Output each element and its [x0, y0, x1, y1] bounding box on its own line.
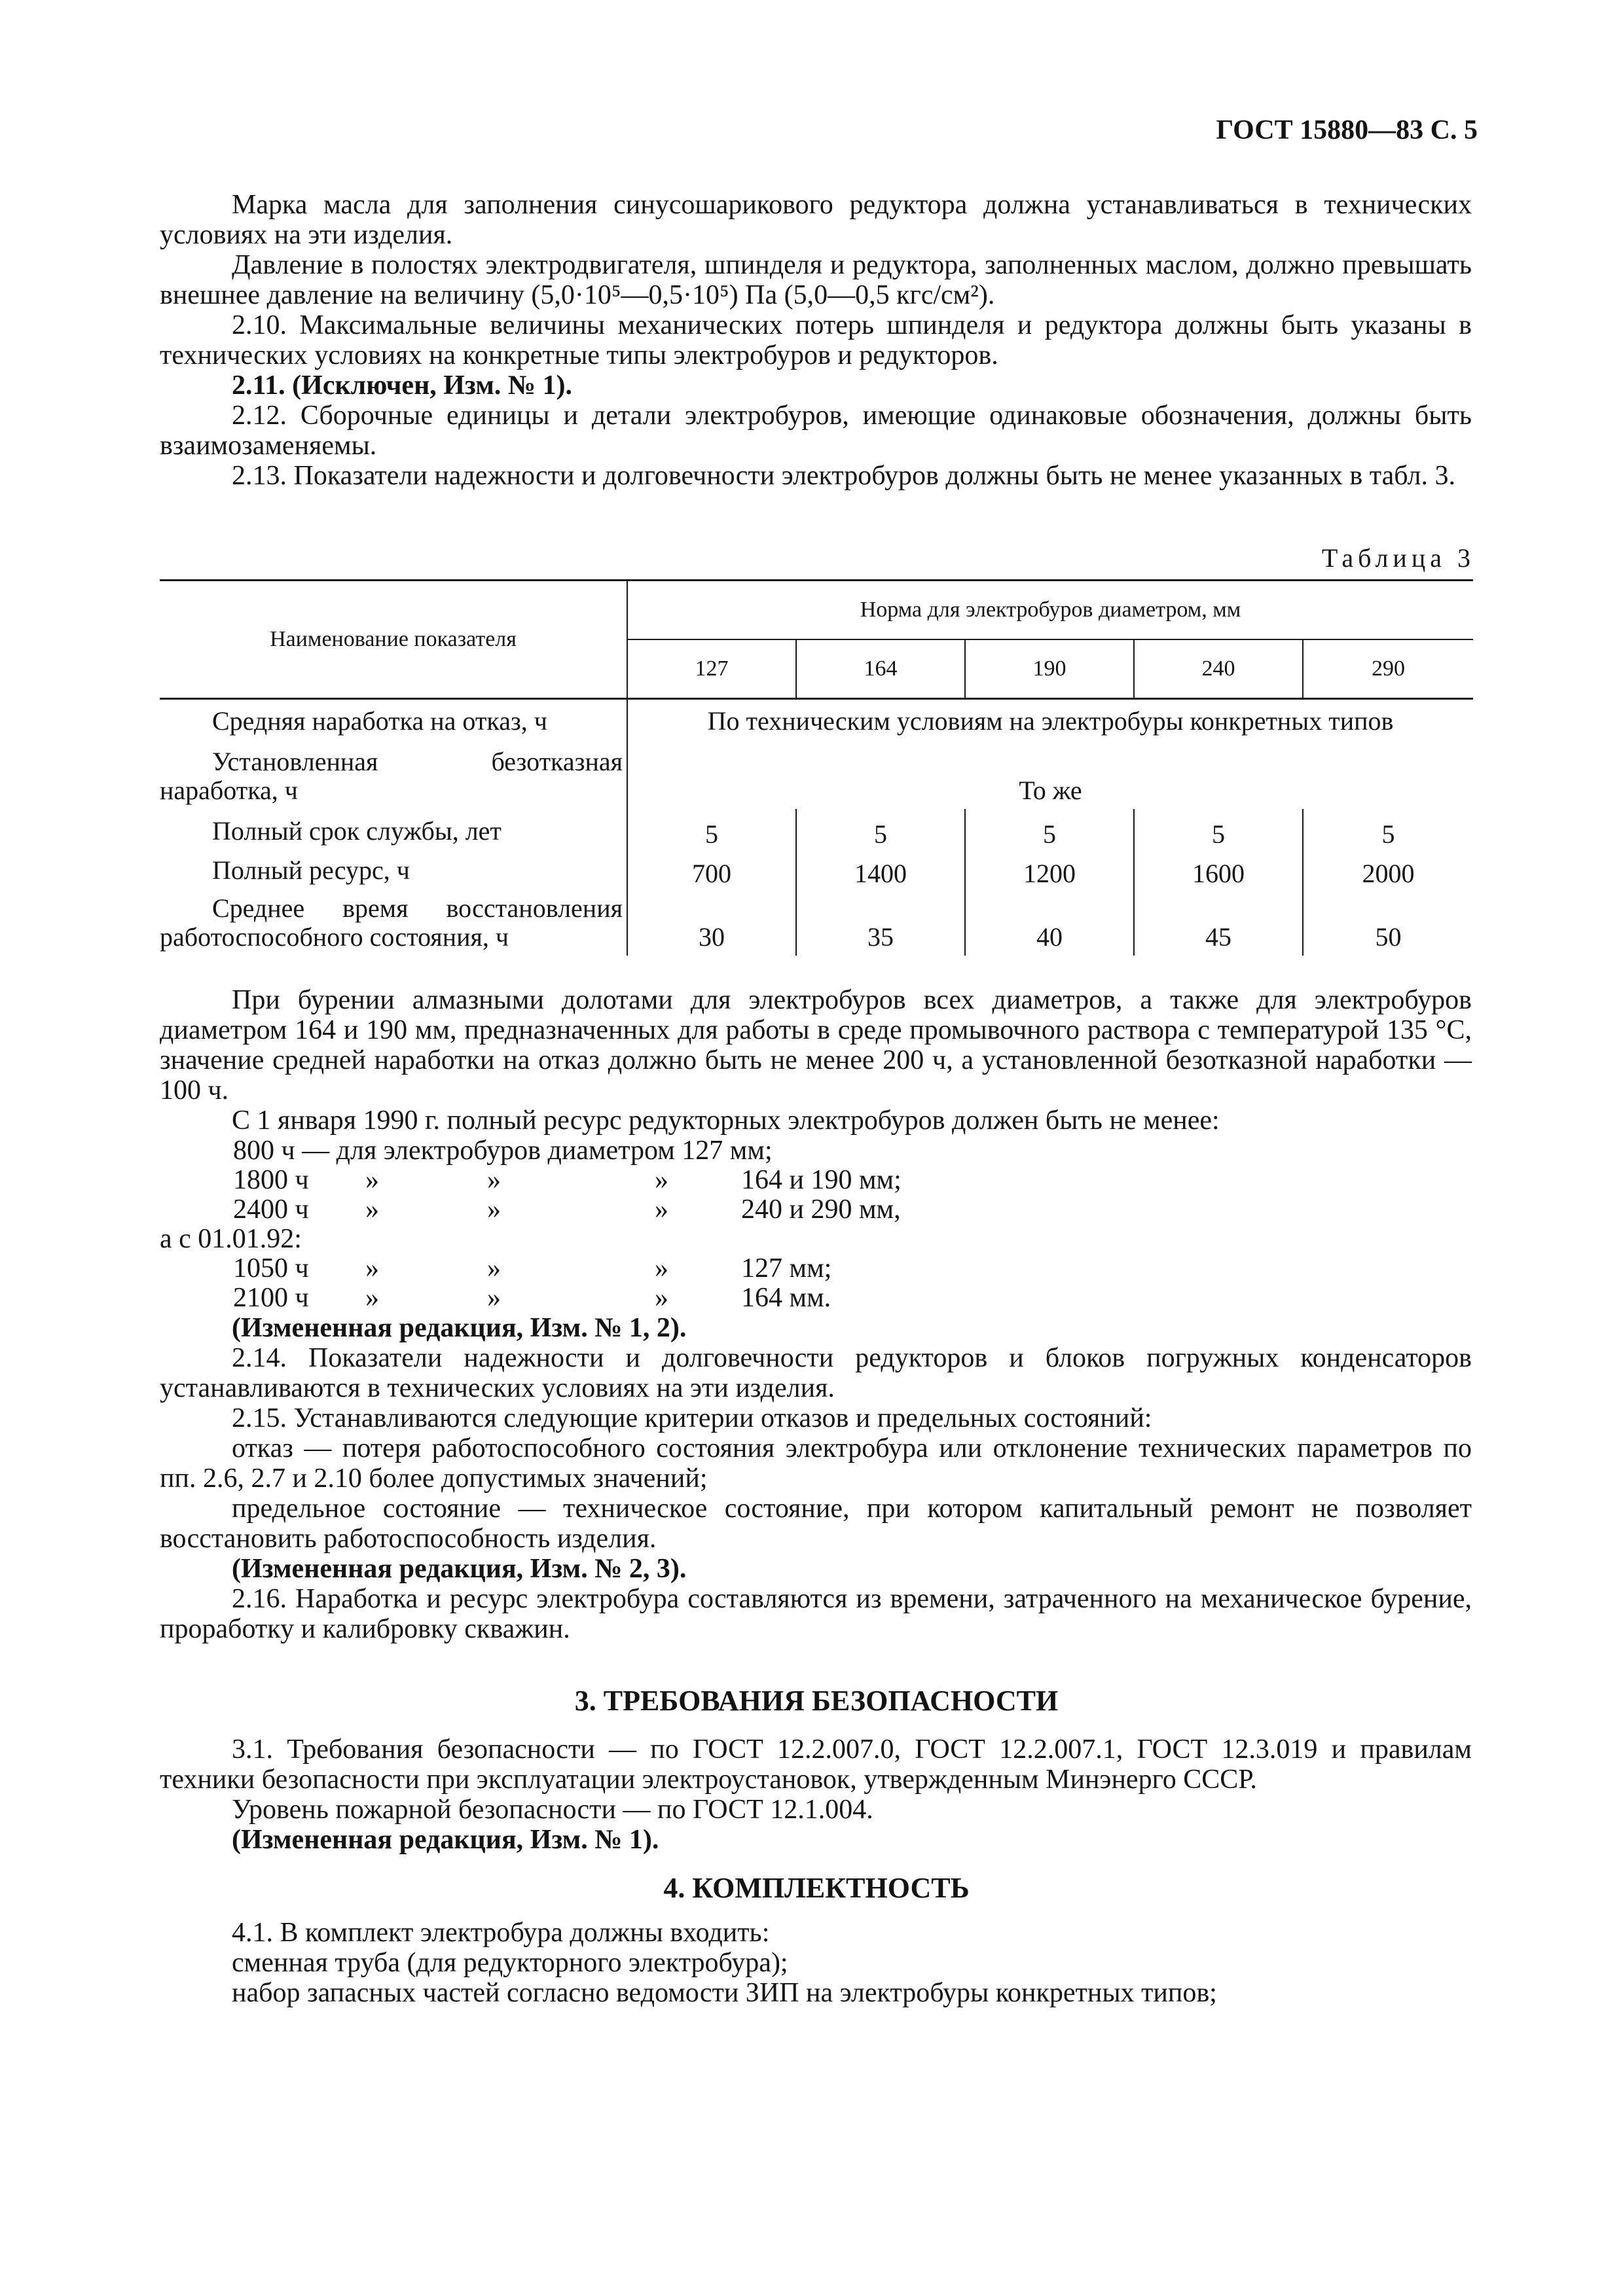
ditto-mark: » [487, 1165, 501, 1195]
paragraph-2-12: 2.12. Сборочные единицы и детали электробуров, имеющие одинаковые обозначения, должны быть взаимозаменяемы. [160, 401, 1472, 461]
list-item [160, 1194, 1142, 1224]
ditto-mark: » [655, 1283, 668, 1313]
table-caption: Таблица 3 [1321, 543, 1475, 573]
ditto-mark: » [365, 1253, 379, 1283]
row-name [160, 699, 627, 740]
table-header-row [160, 581, 1473, 640]
column-header-diameter: 240 [1134, 639, 1303, 699]
table-cell: 1600 [1134, 850, 1303, 889]
column-header-indicator: Наименование показателя [160, 581, 627, 699]
table-cell: 45 [1134, 889, 1303, 956]
paragraph-failure: отказ — потеря работоспособного состояния электробура или отклонение технических параметров по пп. 2.6, 2.7 и 2.10 более допустимых значений; [160, 1433, 1472, 1494]
table-cell: 5 [965, 809, 1134, 850]
paragraph-2-13: 2.13. Показатели надежности и долговечности электробуров должны быть не менее указанных в табл. 3. [232, 461, 1455, 491]
table-cell: 30 [627, 889, 796, 956]
column-header-diameter: 290 [1303, 639, 1473, 699]
amendment-note: (Измененная редакция, Изм. № 1, 2). [232, 1313, 687, 1343]
top-text-block [160, 190, 1472, 491]
amendment-note: (Измененная редакция, Изм. № 2, 3). [232, 1554, 687, 1584]
row-name-text: Полный срок службы, лет [212, 816, 501, 846]
after-table-block [160, 985, 1472, 1136]
table-row [160, 740, 1473, 809]
ditto-mark: » [655, 1194, 668, 1225]
list-item-spare-parts: набор запасных частей согласно ведомости ЗИП на электробуры конкретных типов; [232, 1978, 1217, 2008]
row-name [160, 809, 627, 850]
paragraph-4-1: 4.1. В комплект электробура должны входить: [232, 1918, 770, 1948]
table-row [160, 809, 1473, 850]
list-hours: 1800 ч [233, 1165, 309, 1195]
ditto-mark: » [655, 1165, 668, 1195]
paragraph-fire-safety: Уровень пожарной безопасности — по ГОСТ 12.1.004. [232, 1795, 873, 1825]
paragraph-diamond-bits: При бурении алмазными долотами для электробуров всех диаметров, а также для электробуров диаметром 164 и 190 мм, предназначенных для работы в среде промывочного раствора с температурой 135 °С, значение средней наработки на отказ должно быть не менее 200 ч, а установленной безотказной наработки — 100 ч. [160, 985, 1472, 1105]
list-item [160, 1165, 1142, 1194]
list-hours: 2400 ч [233, 1194, 309, 1225]
amendment-note: (Измененная редакция, Изм. № 1). [232, 1825, 659, 1855]
row-name-text: Полный ресурс, ч [212, 855, 410, 885]
row-name [160, 889, 627, 956]
table-row [160, 699, 1473, 740]
row-name-text: Средняя наработка на отказ, ч [212, 706, 547, 736]
table-3 [160, 579, 1473, 956]
column-header-diameter: 127 [627, 639, 796, 699]
row-span-value: То же [627, 740, 1473, 809]
table-row [160, 850, 1473, 889]
list-diameter: 164 и 190 мм; [741, 1165, 902, 1195]
paragraph-2-16: 2.16. Наработка и ресурс электробура составляются из времени, затраченного на механическое бурение, проработку и калибровку скважин. [160, 1584, 1472, 1644]
paragraph-oil-grade: Марка масла для заполнения синусошарикового редуктора должна устанавливаться в технических условиях на эти изделия. [160, 190, 1472, 250]
section-heading-safety: 3. ТРЕБОВАНИЯ БЕЗОПАСНОСТИ [574, 1685, 1059, 1717]
list-item [160, 1224, 1142, 1253]
ditto-mark: » [365, 1283, 379, 1313]
paragraph-2-14: 2.14. Показатели надежности и долговечности редукторов и блоков погружных конденсаторов устанавливаются в технических условиях на эти изделия. [160, 1343, 1472, 1403]
table-cell: 5 [1134, 809, 1303, 850]
paragraph-3-1: 3.1. Требования безопасности — по ГОСТ 12.2.007.0, ГОСТ 12.2.007.1, ГОСТ 12.3.019 и правилам техники безопасности при эксплуатации электроустановок, утвержденным Минэнерго СССР. [160, 1734, 1472, 1795]
paragraph-pressure: Давление в полостях электродвигателя, шпинделя и редуктора, заполненных маслом, должно превышать внешнее давление на величину (5,0·10⁵—0,5·10⁵) Па (5,0—0,5 кгс/см²). [160, 250, 1472, 310]
table-cell: 5 [627, 809, 796, 850]
column-header-diameter: 190 [965, 639, 1134, 699]
paragraph-2-15: 2.15. Устанавливаются следующие критерии отказов и предельных состояний: [232, 1403, 1152, 1433]
table-cell: 50 [1303, 889, 1473, 956]
section-4-block [160, 1918, 1472, 2008]
resource-list [160, 1136, 1142, 1312]
paragraph-2-11: 2.11. (Исключен, Изм. № 1). [232, 370, 573, 401]
table-cell: 5 [1303, 809, 1473, 850]
column-group-header: Норма для электробуров диаметром, мм [627, 581, 1473, 640]
paragraph-resource-1990: С 1 января 1990 г. полный ресурс редукторных электробуров должен быть не менее: [232, 1105, 1220, 1136]
section-3-block [160, 1734, 1472, 1855]
row-name-text: Среднее время восстановления работоспособного состояния, ч [160, 893, 623, 952]
ditto-mark: » [365, 1194, 379, 1225]
row-name [160, 740, 627, 809]
list-diameter: 127 мм; [741, 1253, 832, 1283]
list-diameter: 240 и 290 мм, [741, 1194, 901, 1225]
list-diameter: 164 мм. [741, 1283, 831, 1313]
list-hours: 2100 ч [233, 1283, 309, 1313]
list-first-line: 800 ч — для электробуров диаметром 127 мм; [233, 1136, 773, 1166]
running-header: ГОСТ 15880—83 С. 5 [1216, 115, 1478, 145]
list-item [160, 1283, 1142, 1312]
table-row [160, 889, 1473, 956]
table-cell: 1200 [965, 850, 1134, 889]
ditto-mark: » [487, 1194, 501, 1225]
paragraph-limit-state: предельное состояние — техническое состояние, при котором капитальный ремонт не позволяет восстановить работоспособность изделия. [160, 1494, 1472, 1554]
row-name-text: Установленная безотказная наработка, ч [160, 746, 623, 805]
table-cell: 700 [627, 850, 796, 889]
list-hours: 1050 ч [233, 1253, 309, 1283]
table-cell: 35 [796, 889, 965, 956]
row-span-value: По техническим условиям на электробуры конкретных типов [627, 699, 1473, 740]
table-cell: 40 [965, 889, 1134, 956]
ditto-mark: » [487, 1253, 501, 1283]
list-from-date: а с 01.01.92: [160, 1224, 302, 1254]
column-header-diameter: 164 [796, 639, 965, 699]
amendment-block [160, 1313, 1472, 1644]
paragraph-2-10: 2.10. Максимальные величины механических потерь шпинделя и редуктора должны быть указаны в технических условиях на конкретные типы электробуров и редукторов. [160, 310, 1472, 370]
section-heading-completeness: 4. КОМПЛЕКТНОСТЬ [663, 1872, 970, 1904]
ditto-mark: » [365, 1165, 379, 1195]
list-item-tube: сменная труба (для редукторного электробура); [232, 1948, 788, 1978]
list-item [160, 1253, 1142, 1283]
row-name [160, 850, 627, 889]
table-cell: 2000 [1303, 850, 1473, 889]
table-cell: 5 [796, 809, 965, 850]
ditto-mark: » [487, 1283, 501, 1313]
list-item [160, 1136, 1142, 1165]
table-cell: 1400 [796, 850, 965, 889]
ditto-mark: » [655, 1253, 668, 1283]
